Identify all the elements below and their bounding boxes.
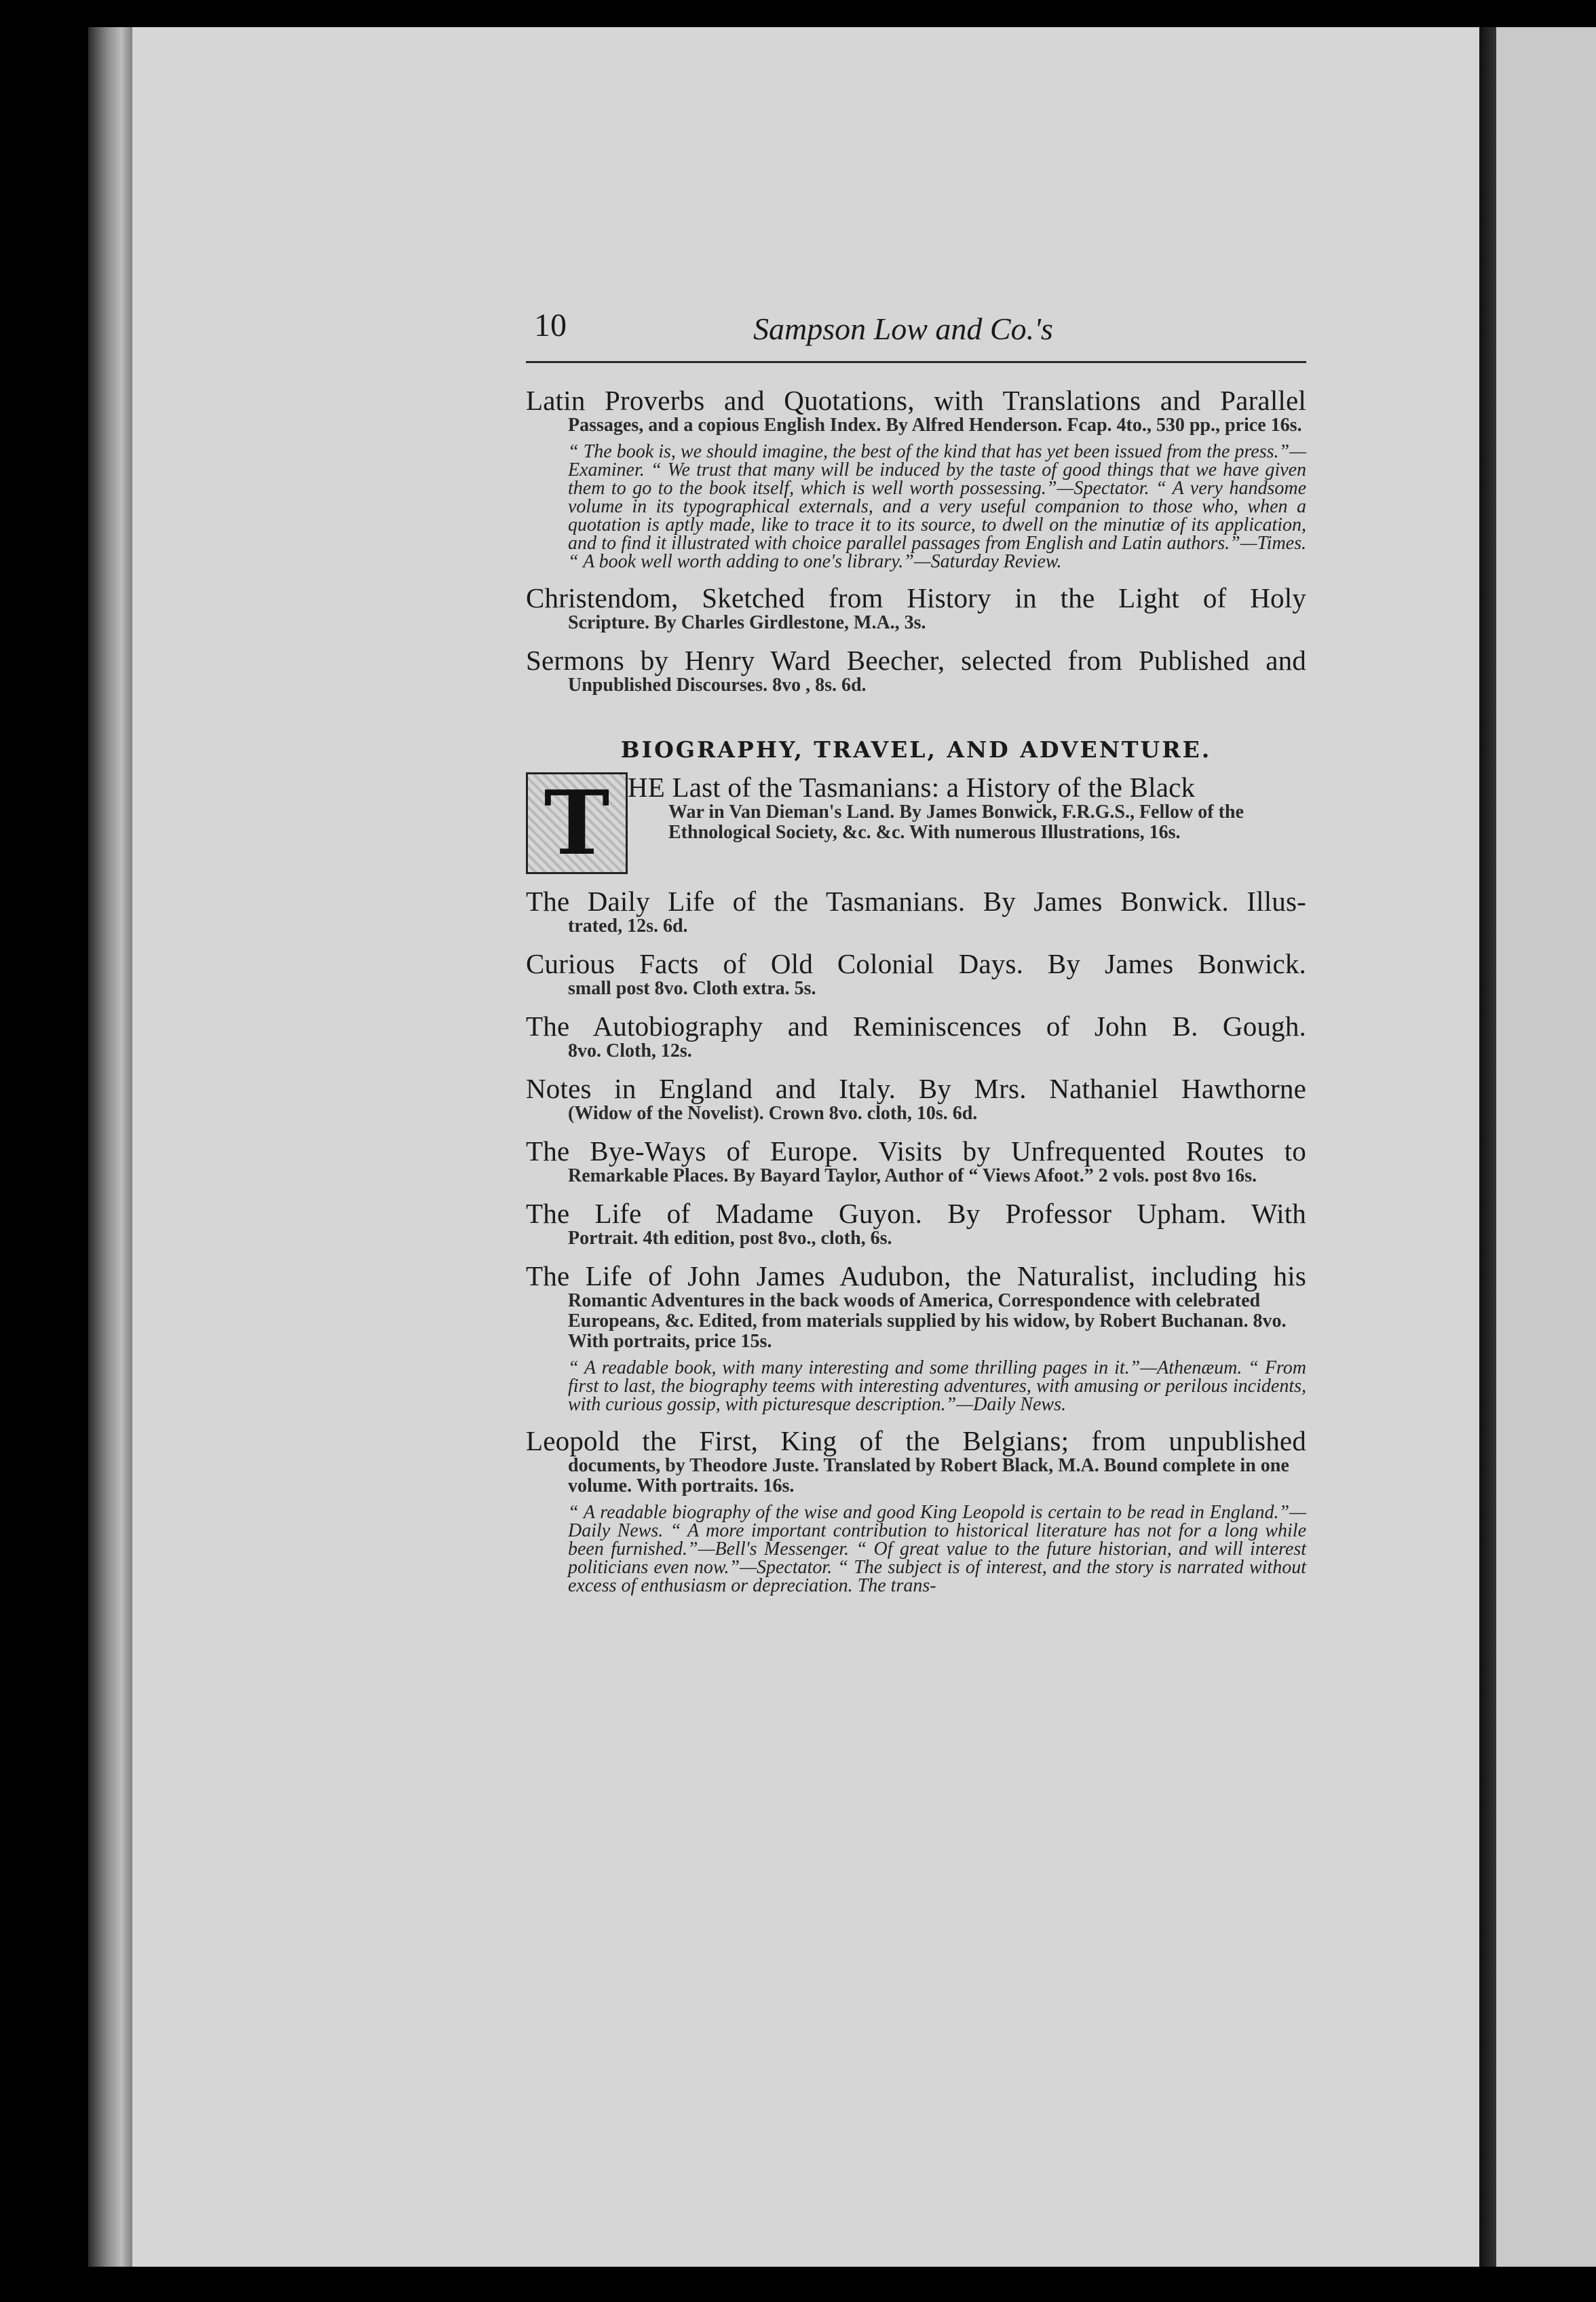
ornamental-initial [526,772,628,874]
entry-review-quote: “ A readable biography of the wise and good King Leopold is certain to be read in England.”—Daily News. “ A more important contribution to historical literature has not for a long while been furnished.”—Bell's Messenger. “ Of great value to the future historian, and will interest politicians even now.”—Spectator. “ The subject is of interest, and the story is narrated without excess of enthusiasm or depreciation. The trans- [568,1502,1306,1596]
entry-title: Leopold the First, King of the Belgians; from unpublished [526,1425,1306,1456]
initial-letter: T [544,771,610,875]
page-number: 10 [534,307,567,343]
catalog-entry [526,1199,1306,1249]
entry-title: The Bye-Ways of Europe. Visits by Unfrequented Routes to [526,1135,1306,1167]
running-header [526,299,1306,360]
entry-detail: Remarkable Places. By Bayard Taylor, Author of “ Views Afoot.” 2 vols. post 8vo 16s. [568,1165,1257,1186]
entry-detail: Unpublished Discourses. 8vo , 8s. 6d. [568,675,867,696]
entry-detail: (Widow of the Novelist). Crown 8vo. cloth, 10s. 6d. [568,1103,978,1124]
catalog-entry [526,583,1306,633]
entries-after [526,886,1306,1595]
catalog-entry [526,886,1306,937]
entry-title: Curious Facts of Old Colonial Days. By James Bonwick. [526,948,1306,979]
entry-detail: trated, 12s. 6d. [568,916,688,937]
entry-title: Christendom, Sketched from History in the Light of Holy [526,582,1306,614]
catalog-entry [526,1074,1306,1124]
header-rule [526,361,1306,363]
catalog-entry [526,1011,1306,1061]
entry-detail: Passages, and a copious English Index. By Alfred Henderson. Fcap. 4to., 530 pp., price 16s. [568,415,1302,436]
entry-title: The Autobiography and Reminiscences of John B. Gough. [526,1011,1306,1042]
entry-detail: Portrait. 4th edition, post 8vo., cloth, 6s. [568,1228,892,1249]
catalog-entry-dropcap [526,772,1306,874]
entry-title: The Life of John James Audubon, the Naturalist, including his [526,1260,1306,1291]
running-title: Sampson Low and Co.'s [753,312,1053,346]
entry-title: Notes in England and Italy. By Mrs. Nathaniel Hawthorne [526,1073,1306,1104]
facing-page [1496,27,1596,2267]
entry-review-quote: “ A readable book, with many interesting and some thrilling pages in it.”—Athenæum. “ From first to last, the biography teems with interesting adventures, with amusing or perilous incidents, with curious gossip, with picturesque description.”—Daily News. [568,1357,1306,1415]
page-content [526,299,1306,1607]
catalog-entry [526,645,1306,696]
entry-detail: War in Van Dieman's Land. By James Bonwick, F.R.G.S., Fellow of the Ethnological Society, &c. &c. With numerous Illustrations, 16s. [668,801,1244,843]
entry-title: The Daily Life of the Tasmanians. By James Bonwick. Illus- [526,886,1306,917]
catalog-entry [526,1261,1306,1414]
entry-title: Latin Proverbs and Quotations, with Translations and Parallel [526,385,1306,416]
entries-before [526,360,1306,696]
catalog-entry [526,1426,1306,1595]
entry-detail: small post 8vo. Cloth extra. 5s. [568,978,816,999]
section-heading: BIOGRAPHY, TRAVEL, AND ADVENTURE. [620,736,1212,763]
catalog-entry [526,385,1306,571]
entry-detail: Scripture. By Charles Girdlestone, M.A., 3s. [568,612,926,633]
entry-title: The Life of Madame Guyon. By Professor Upham. With [526,1198,1306,1229]
entry-detail: 8vo. Cloth, 12s. [568,1040,692,1061]
entry-detail: documents, by Theodore Juste. Translated by Robert Black, M.A. Bound complete in one volume. With portraits. 16s. [568,1455,1289,1496]
catalog-entry [526,1136,1306,1186]
catalog-entry [526,949,1306,999]
entry-title: HE Last of the Tasmanians: a History of the Black [628,772,1196,803]
book-binding [88,27,136,2267]
entry-review-quote: “ The book is, we should imagine, the best of the kind that has yet been issued from the press.”—Examiner. “ We trust that many will be induced by the taste of good things that we have given them to go to the book itself, which is well worth possessing.”—Spectator. “ A very handsome volume in its typographical externals, and a very useful companion to those who, when a quotation is aptly made, like to trace it to its source, to dwell on the minutiæ of its application, and to find it illustrated with choice parallel passages from English and Latin authors.”—Times. “ A book well worth adding to one's library.”—Saturday Review. [568,441,1306,572]
entry-title: Sermons by Henry Ward Beecher, selected from Published and [526,645,1306,676]
page-gutter [1479,27,1496,2267]
entry-detail: Romantic Adventures in the back woods of America, Correspondence with celebrated Europeans, &c. Edited, from materials supplied by his widow, by Robert Buchanan. 8vo. With portraits, price 15s. [568,1290,1287,1352]
